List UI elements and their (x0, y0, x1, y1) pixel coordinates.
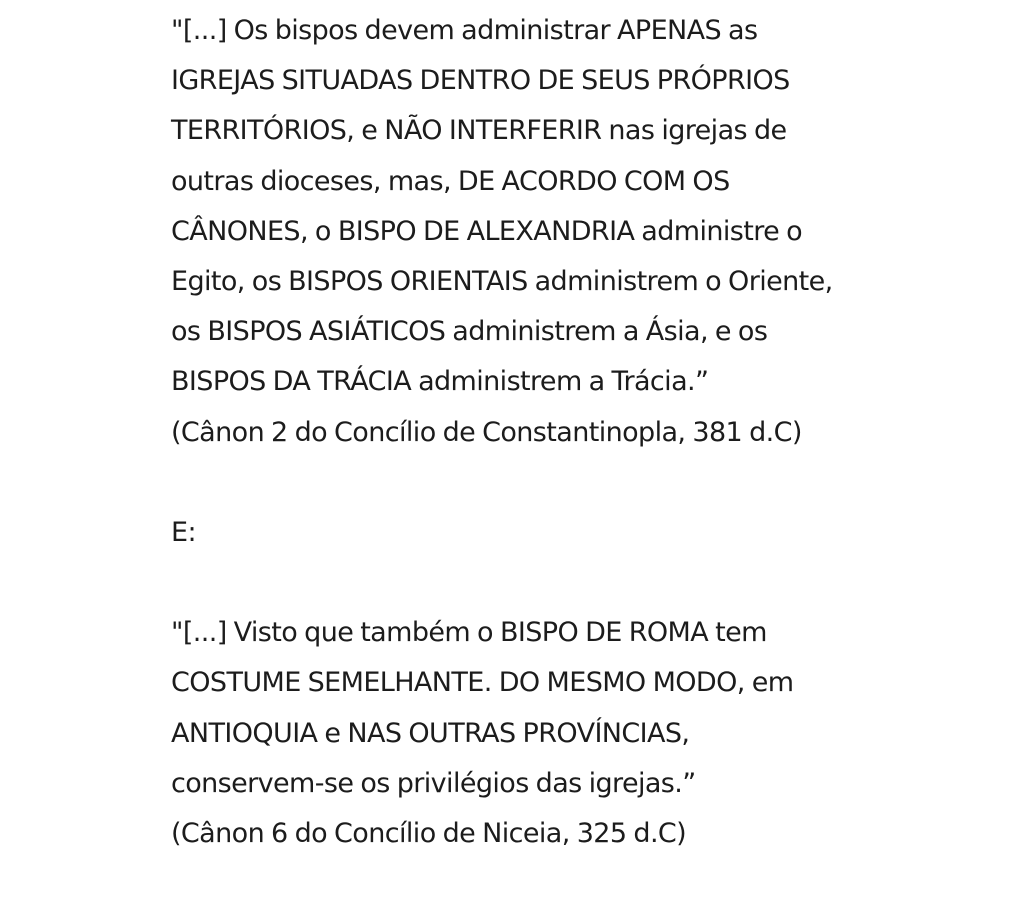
quote-nicaea (171, 608, 971, 859)
quote-line: conservem-se os privilégios das igrejas.” (171, 767, 696, 799)
quote-line: IGREJAS SITUADAS DENTRO DE SEUS PRÓPRIOS (171, 65, 790, 97)
spacer (171, 458, 971, 508)
document-body (171, 6, 971, 859)
quote-line: os BISPOS ASIÁTICOS administrem a Ásia, e os (171, 316, 768, 348)
quote-constantinople (171, 6, 971, 458)
quote-line: "[...] Visto que também o BISPO DE ROMA tem (171, 617, 767, 649)
separator-label: E: (171, 516, 196, 548)
quote-line: ANTIOQUIA e NAS OUTRAS PROVÍNCIAS, (171, 717, 690, 749)
quote-line: "[...] Os bispos devem administrar APENAS as (171, 15, 758, 46)
spacer (171, 558, 971, 608)
quote-line: Egito, os BISPOS ORIENTAIS administrem o Oriente, (171, 265, 833, 297)
quote-line: BISPOS DA TRÁCIA administrem a Trácia.” (171, 366, 709, 398)
quote-line: COSTUME SEMELHANTE. DO MESMO MODO, em (171, 667, 794, 699)
quote-citation: (Cânon 2 do Concílio de Constantinopla, 381 d.C) (171, 416, 802, 448)
quote-line: TERRITÓRIOS, e NÃO INTERFERIR nas igrejas de (171, 115, 787, 147)
quote-citation: (Cânon 6 do Concílio de Niceia, 325 d.C) (171, 818, 687, 849)
quote-line: outras dioceses, mas, DE ACORDO COM OS (171, 165, 730, 197)
quote-line: CÂNONES, o BISPO DE ALEXANDRIA administre o (171, 215, 803, 247)
